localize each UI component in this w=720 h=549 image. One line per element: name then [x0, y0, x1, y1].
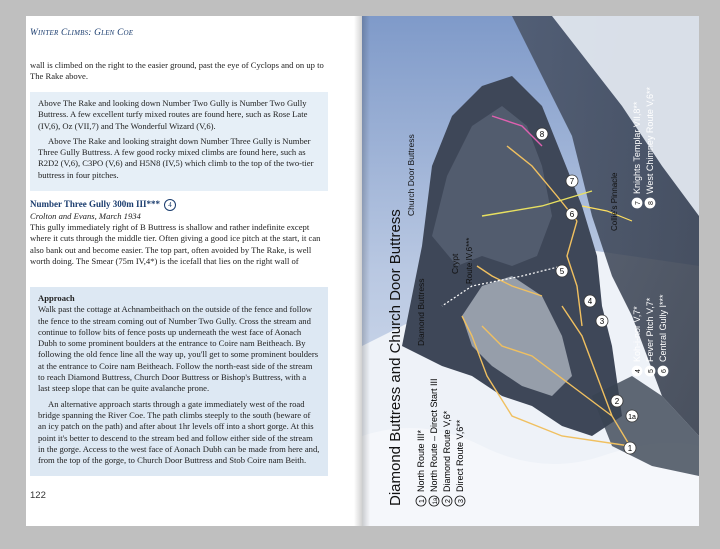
running-header: Winter Climbs: Glen Coe [30, 28, 134, 38]
svg-text:2: 2 [614, 397, 620, 406]
route-heading [30, 199, 176, 211]
svg-text:8: 8 [539, 130, 545, 139]
first-ascent: Crolton and Evans, March 1934 [30, 211, 141, 221]
svg-text:Knights Templar VII,8**: Knights Templar VII,8** [632, 101, 642, 194]
svg-text:7: 7 [569, 177, 575, 186]
svg-text:6: 6 [661, 369, 668, 373]
label-crypt-route: Route IV,6*** [465, 237, 474, 284]
info-paragraph-1: Above The Rake and looking down Number Two Gully is Number Two Gully Buttress. A few excellent turfy mixed routes are found here, such as Rose Late (IV,6), Oz (VII,7) and The Wonderful Wizard (V,6). [38, 98, 308, 131]
intro-paragraph: wall is climbed on the right to the easier ground, past the eye of Cyclops and on up to The Rake above. [30, 60, 324, 82]
approach-paragraph-2: An alternative approach starts through a gate immediately west of the road bridge spanning the River Coe. The path climbs steeply to the south (beware of an icy patch on the path) and after about 1hr levels off into a short gorge. At this point it's better to descend to the stream bed and follow either side of the stream in the gorge. Access to the west face of Aonach Dubh can be made from here and, from the top of the gorge, to Church Door Buttress and Stob Coire nam Beith. [38, 398, 320, 466]
info-paragraph-2: Above The Rake and looking straight down Number Three Gully is Number Three Gully Buttress. A few good rocky mixed climbs are found here, such as R2D2 (V,6), C3PO (V,6) and H5N8 (IV,5) which climb to the top of the two-tier buttress in four pitches. [38, 135, 314, 180]
approach-heading: Approach [38, 293, 75, 303]
svg-text:5: 5 [559, 267, 565, 276]
route-marker-5 [556, 265, 568, 277]
approach-paragraph-1: Walk past the cottage at Achnambeithach on the outside of the fence and follow the fence to the stream coming out of Number Two Gully. Cross the stream and continue to follow bits of fence posts up underneath the west face of Aonach Dubh to some prominent boulders at the entrance to Coire nam Beitheach. By following the old fence line all the way up, you'll get to some prominent boulders at the entrance to Coire nam Beitheach. Follow the north-east side of the stream to reach Diamond Buttress, Church Door Buttress or Bishop's Buttress, with a last steep slope that can be quite avalanche prone. [38, 304, 319, 394]
page-number: 122 [30, 490, 46, 501]
photo-page [362, 16, 699, 526]
route-badge-icon: 4 [164, 199, 176, 211]
info-box [30, 92, 328, 191]
svg-text:Koh-i-nor V,7*: Koh-i-nor V,7* [632, 306, 642, 362]
route-marker-2 [611, 395, 623, 407]
topo-photo [362, 16, 699, 526]
svg-text:2: 2 [445, 499, 452, 503]
svg-text:3: 3 [599, 317, 605, 326]
svg-text:6: 6 [569, 210, 575, 219]
svg-text:North Route III*: North Route III* [416, 429, 426, 492]
route-marker-1a [626, 410, 638, 422]
svg-text:1: 1 [627, 444, 633, 453]
svg-text:Direct Route V,6**: Direct Route V,6** [455, 419, 465, 492]
svg-text:North Route – Direct Start III: North Route – Direct Start III [429, 378, 439, 492]
route-marker-8 [536, 128, 548, 140]
svg-text:7: 7 [635, 201, 642, 205]
svg-text:West Chimney Route V,6**: West Chimney Route V,6** [645, 86, 655, 194]
book-spine [354, 16, 370, 526]
label-church-door: Church Door Buttress [406, 134, 416, 216]
svg-text:4: 4 [635, 369, 642, 373]
route-marker-4 [584, 295, 596, 307]
photo-title: Diamond Buttress and Church Door Buttress [387, 209, 404, 506]
route-marker-3 [596, 315, 608, 327]
route-name: Number Three Gully 300m III*** [30, 199, 161, 210]
svg-text:Diamond Route V,6*: Diamond Route V,6* [442, 410, 452, 492]
svg-text:4: 4 [587, 297, 593, 306]
svg-text:Central Gully I***: Central Gully I*** [658, 294, 668, 362]
svg-text:1a: 1a [628, 414, 636, 421]
svg-text:3: 3 [458, 499, 465, 503]
route-marker-1 [624, 442, 636, 454]
approach-box [30, 287, 328, 476]
label-diamond: Diamond Buttress [416, 278, 426, 346]
svg-text:Fever Pitch V,7*: Fever Pitch V,7* [645, 297, 655, 362]
route-marker-7 [566, 175, 578, 187]
route-description: This gully immediately right of B Buttress is shallow and rather indefinite except where it cuts through the middle tier. Often giving a good ice pitch at the start, it can also bank out and become easier. The top part, often avoided by The Rake, is well worth doing. The Smear (75m IV,4*) is the icefall that lies on the right wall of [30, 222, 321, 266]
label-crypt: Crypt [450, 253, 460, 274]
svg-text:1: 1 [419, 499, 426, 503]
svg-text:1a: 1a [433, 497, 439, 505]
svg-text:8: 8 [648, 201, 655, 205]
svg-text:5: 5 [648, 369, 655, 373]
route-marker-6 [566, 208, 578, 220]
label-collies-pinnacle: Collie's Pinnacle [610, 172, 619, 231]
